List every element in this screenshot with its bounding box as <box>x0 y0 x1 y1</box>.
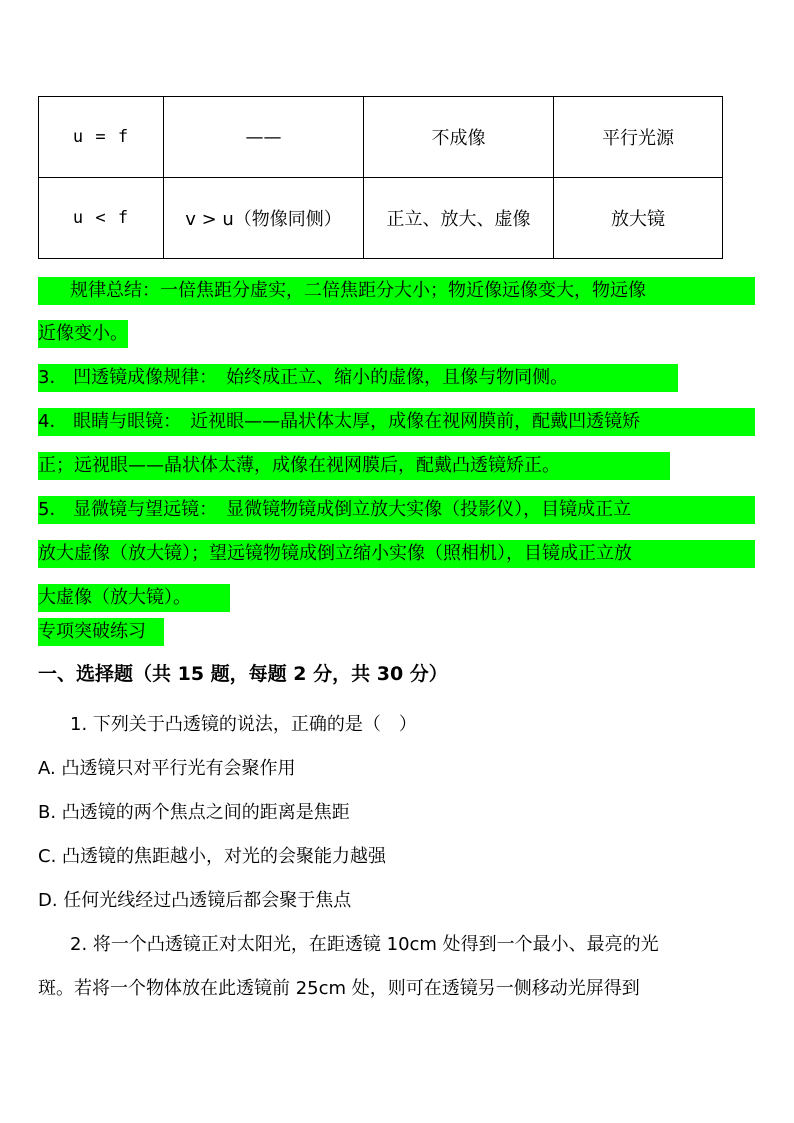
table-cell: —— <box>164 97 364 178</box>
question-2-line: 斑。若将一个物体放在此透镜前 25cm 处，则可在透镜另一侧移动光屏得到 <box>38 978 640 999</box>
table-row <box>39 178 723 259</box>
table-cell: 平行光源 <box>554 97 723 178</box>
table-cell: 放大镜 <box>554 178 723 259</box>
rule-summary-line: 规律总结：一倍焦距分虚实，二倍焦距分大小；物近像远像变大，物远像 <box>38 277 755 305</box>
question-1-option-c: C. 凸透镜的焦距越小，对光的会聚能力越强 <box>38 846 387 867</box>
microscope-telescope-line: 放大虚像（放大镜）；望远镜物镜成倒立缩小实像（照相机），目镜成正立放 <box>38 540 755 568</box>
section-heading: 一、选择题（共 15 题，每题 2 分，共 30 分） <box>38 663 448 685</box>
table-row <box>39 97 723 178</box>
table-cell: u < f <box>39 178 164 259</box>
practice-title: 专项突破练习 <box>38 618 164 646</box>
table-cell: 正立、放大、虚像 <box>364 178 554 259</box>
table-cell: 不成像 <box>364 97 554 178</box>
eye-glasses-line: 正；远视眼——晶状体太薄，成像在视网膜后，配戴凸透镜矫正。 <box>38 452 670 480</box>
table-cell: v > u（物像同侧） <box>164 178 364 259</box>
microscope-telescope-line: 大虚像（放大镜）。 <box>38 584 230 612</box>
eye-glasses-line: 4. 眼睛与眼镜： 近视眼——晶状体太厚，成像在视网膜前，配戴凹透镜矫 <box>38 408 755 436</box>
imaging-rules-table <box>38 96 723 259</box>
rule-summary-line: 近像变小。 <box>38 320 128 348</box>
microscope-telescope-line: 5. 显微镜与望远镜： 显微镜物镜成倒立放大实像（投影仪），目镜成正立 <box>38 496 755 524</box>
table-cell: u = f <box>39 97 164 178</box>
question-1-option-b: B. 凸透镜的两个焦点之间的距离是焦距 <box>38 802 350 823</box>
question-2-line: 2. 将一个凸透镜正对太阳光，在距透镜 10cm 处得到一个最小、最亮的光 <box>70 934 659 955</box>
question-1-option-d: D. 任何光线经过凸透镜后都会聚于焦点 <box>38 890 352 911</box>
question-1-option-a: A. 凸透镜只对平行光有会聚作用 <box>38 758 296 779</box>
question-1-stem: 1. 下列关于凸透镜的说法，正确的是（ ） <box>70 714 417 735</box>
concave-lens-rule: 3. 凹透镜成像规律： 始终成正立、缩小的虚像，且像与物同侧。 <box>38 364 678 392</box>
